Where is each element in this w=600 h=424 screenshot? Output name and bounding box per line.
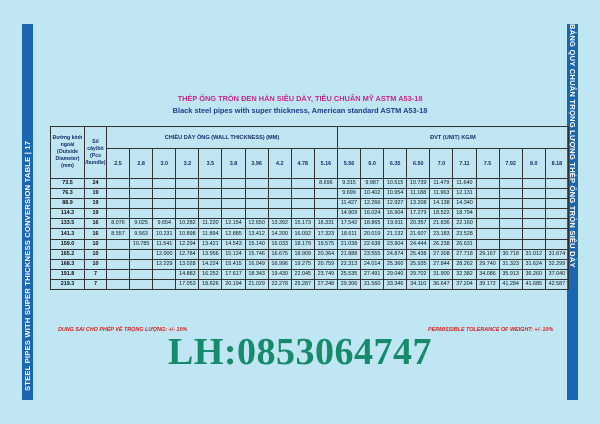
weight-cell: 9.699 xyxy=(337,189,360,199)
weight-cell: 12.266 xyxy=(361,199,384,209)
weight-cell xyxy=(522,199,545,209)
weight-cell: 9.987 xyxy=(361,179,384,189)
od-cell: 141.3 xyxy=(51,229,85,239)
od-cell: 114.3 xyxy=(51,209,85,219)
pcs-cell: 7 xyxy=(85,269,107,279)
weight-cell xyxy=(291,199,314,209)
weight-cell xyxy=(476,179,499,189)
weight-cell: 18.179 xyxy=(291,239,314,249)
thickness-cell: 2.8 xyxy=(130,149,153,179)
thickness-cell: 8.18 xyxy=(545,149,568,179)
thickness-cell: 5.56 xyxy=(337,149,360,179)
weight-cell: 12.885 xyxy=(222,229,245,239)
weight-cell: 15.173 xyxy=(291,219,314,229)
weight-cell: 28.262 xyxy=(453,259,476,269)
weight-cell xyxy=(499,229,522,239)
thickness-cell: 3.8 xyxy=(222,149,245,179)
weight-cell: 27.718 xyxy=(453,249,476,259)
weight-cell xyxy=(153,179,176,189)
weight-cell: 21.836 xyxy=(430,219,453,229)
weight-cell xyxy=(107,179,130,189)
weight-cell: 31.624 xyxy=(522,259,545,269)
weight-cell: 27.844 xyxy=(430,259,453,269)
weight-cell: 12.154 xyxy=(222,219,245,229)
weight-cell: 13.028 xyxy=(176,259,199,269)
weight-cell: 19.430 xyxy=(268,269,291,279)
od-cell: 76.3 xyxy=(51,189,85,199)
weight-cell xyxy=(153,189,176,199)
thickness-cell: 3.0 xyxy=(153,149,176,179)
weight-cell xyxy=(153,279,176,289)
weight-cell: 13.208 xyxy=(407,199,430,209)
weight-cell: 19.575 xyxy=(314,239,337,249)
weight-cell: 11.541 xyxy=(153,239,176,249)
weight-cell: 22.045 xyxy=(291,269,314,279)
weight-cell xyxy=(107,259,130,269)
weight-cell: 15.746 xyxy=(245,249,268,259)
weight-cell: 33.346 xyxy=(384,279,407,289)
pcs-cell: 10 xyxy=(85,259,107,269)
weight-cell: 13.956 xyxy=(199,249,222,259)
weight-cell: 34.086 xyxy=(476,269,499,279)
weight-cell: 24.014 xyxy=(361,259,384,269)
weight-cell: 22.278 xyxy=(268,279,291,289)
weight-cell: 37.040 xyxy=(545,269,568,279)
weight-cell xyxy=(222,209,245,219)
table-row xyxy=(51,179,569,189)
weight-cell: 29.167 xyxy=(476,249,499,259)
weight-cell xyxy=(176,209,199,219)
weight-cell: 31.560 xyxy=(361,279,384,289)
right-side-title: BẢNG QUY CHUẨN TRỌNG LƯỢNG THÉP ỐNG TRÒN SIÊU DÀY xyxy=(568,24,577,268)
weight-cell: 27.491 xyxy=(361,269,384,279)
weight-cell xyxy=(522,189,545,199)
weight-cell: 31.012 xyxy=(522,249,545,259)
weight-cell: 14.138 xyxy=(430,199,453,209)
thickness-row xyxy=(51,149,569,179)
weight-cell: 32.382 xyxy=(453,269,476,279)
weight-cell xyxy=(245,199,268,209)
weight-cell: 10.282 xyxy=(176,219,199,229)
thickness-cell: 7.11 xyxy=(453,149,476,179)
weight-cell: 24.874 xyxy=(384,249,407,259)
weight-cell: 29.306 xyxy=(337,279,360,289)
weight-cell: 25.438 xyxy=(407,249,430,259)
weight-cell xyxy=(476,189,499,199)
weight-cell xyxy=(291,179,314,189)
weight-cell: 27.248 xyxy=(314,279,337,289)
weight-cell: 41.284 xyxy=(499,279,522,289)
weight-cell: 15.140 xyxy=(245,239,268,249)
weight-cell: 27.308 xyxy=(430,249,453,259)
od-cell: 191.8 xyxy=(51,269,85,279)
weight-cell: 25.360 xyxy=(384,259,407,269)
weight-cell: 23.528 xyxy=(453,229,476,239)
weight-cell: 11.640 xyxy=(453,179,476,189)
weight-cell xyxy=(291,189,314,199)
thickness-cell: 7.5 xyxy=(476,149,499,179)
weight-cell xyxy=(199,199,222,209)
od-cell: 133.5 xyxy=(51,219,85,229)
thickness-cell: 5.16 xyxy=(314,149,337,179)
weight-cell xyxy=(153,199,176,209)
tolerance-vietnamese: DUNG SAI CHO PHÉP VỀ TRỌNG LƯỢNG: +/- 10% xyxy=(58,327,188,333)
weight-cell xyxy=(268,189,291,199)
weight-cell: 16.996 xyxy=(268,259,291,269)
weight-cell: 29.702 xyxy=(407,269,430,279)
table-body xyxy=(51,179,569,290)
weight-cell: 12.294 xyxy=(176,239,199,249)
weight-cell: 16.092 xyxy=(291,229,314,239)
weight-cell xyxy=(107,239,130,249)
weight-cell xyxy=(107,249,130,259)
weight-cell: 8.557 xyxy=(107,229,130,239)
weight-cell: 21.132 xyxy=(384,229,407,239)
weight-cell: 13.392 xyxy=(268,219,291,229)
weight-cell xyxy=(222,189,245,199)
weight-cell xyxy=(130,249,153,259)
weight-cell xyxy=(199,179,222,189)
weight-cell: 29.740 xyxy=(476,259,499,269)
weight-cell xyxy=(130,179,153,189)
thickness-cell: 3.5 xyxy=(199,149,222,179)
weight-cell: 22.160 xyxy=(453,219,476,229)
weight-cell: 35.913 xyxy=(499,269,522,279)
weight-cell xyxy=(499,209,522,219)
tolerance-english: PERMISSIBLE TOLERANCE OF WEIGHT: +/- 10% xyxy=(428,327,554,333)
weight-cell xyxy=(130,189,153,199)
od-cell: 168.3 xyxy=(51,259,85,269)
pcs-cell: 16 xyxy=(85,229,107,239)
weight-cell xyxy=(545,179,568,189)
weight-cell: 42.587 xyxy=(545,279,568,289)
thickness-cell: 6.35 xyxy=(384,149,407,179)
thickness-cell: 7.92 xyxy=(499,149,522,179)
weight-cell: 12.000 xyxy=(153,249,176,259)
weight-cell: 10.231 xyxy=(153,229,176,239)
weight-cell: 14.224 xyxy=(199,259,222,269)
weight-cell xyxy=(499,199,522,209)
thickness-cell: 3.2 xyxy=(176,149,199,179)
weight-cell: 9.563 xyxy=(130,229,153,239)
weight-cell: 18.626 xyxy=(199,279,222,289)
weight-cell xyxy=(199,189,222,199)
weight-cell xyxy=(314,199,337,209)
weight-cell: 21.029 xyxy=(245,279,268,289)
weight-cell xyxy=(499,189,522,199)
weight-cell xyxy=(522,239,545,249)
weight-cell: 12.784 xyxy=(176,249,199,259)
weight-cell xyxy=(476,219,499,229)
weight-cell: 9.654 xyxy=(153,219,176,229)
weight-cell: 11.479 xyxy=(430,179,453,189)
weight-cell: 14.340 xyxy=(453,199,476,209)
table-row xyxy=(51,229,569,239)
contact-phone: LH:0853064747 xyxy=(167,331,433,373)
weight-cell: 21.607 xyxy=(407,229,430,239)
pcs-cell: 19 xyxy=(85,199,107,209)
weight-cell xyxy=(153,269,176,279)
weight-cell: 15.415 xyxy=(222,259,245,269)
weight-cell xyxy=(130,199,153,209)
weight-cell: 14.200 xyxy=(268,229,291,239)
weight-cell: 18.611 xyxy=(337,229,360,239)
pcs-cell: 19 xyxy=(85,189,107,199)
weight-cell xyxy=(476,239,499,249)
weight-cell: 14.543 xyxy=(222,239,245,249)
weight-cell: 17.323 xyxy=(314,229,337,239)
weight-cell: 10.785 xyxy=(130,239,153,249)
thickness-header: CHIỀU DÀY ỐNG (WALL THICKNESS) (MM) xyxy=(107,127,338,149)
weight-cell: 20.364 xyxy=(314,249,337,259)
weight-cell xyxy=(130,209,153,219)
weight-cell: 34.110 xyxy=(407,279,430,289)
pcs-header: Số cây/bó (Pcs /bundle) xyxy=(85,127,107,179)
weight-cell xyxy=(130,259,153,269)
weight-cell xyxy=(268,179,291,189)
weight-cell: 18.865 xyxy=(361,219,384,229)
pcs-cell: 16 xyxy=(85,219,107,229)
od-cell: 165.2 xyxy=(51,249,85,259)
weight-cell: 9.315 xyxy=(337,179,360,189)
title-vietnamese: THÉP ỐNG TRÒN ĐEN HÀN SIÊU DÀY, TIÊU CHUẨN MỸ ASTM A53-18 xyxy=(177,94,423,103)
weight-cell: 30.718 xyxy=(499,249,522,259)
weight-table xyxy=(50,126,569,290)
table-row xyxy=(51,219,569,229)
weight-cell xyxy=(245,179,268,189)
weight-cell: 14.909 xyxy=(337,209,360,219)
weight-cell xyxy=(130,279,153,289)
weight-cell: 21.038 xyxy=(337,239,360,249)
weight-cell: 37.204 xyxy=(453,279,476,289)
weight-cell: 12.650 xyxy=(245,219,268,229)
weight-cell: 16.675 xyxy=(268,249,291,259)
od-cell: 219.3 xyxy=(51,279,85,289)
od-cell: 73.5 xyxy=(51,179,85,189)
weight-cell xyxy=(545,209,568,219)
table-row xyxy=(51,239,569,249)
weight-cell xyxy=(176,199,199,209)
weight-cell xyxy=(545,189,568,199)
weight-cell xyxy=(245,209,268,219)
thickness-cell: 4.78 xyxy=(291,149,314,179)
weight-cell xyxy=(107,189,130,199)
weight-cell: 18.522 xyxy=(430,209,453,219)
weight-cell xyxy=(176,179,199,189)
weight-cell xyxy=(522,219,545,229)
unit-header: ĐVT (UNIT) KG/M xyxy=(337,127,568,149)
weight-cell: 23.555 xyxy=(361,249,384,259)
weight-cell xyxy=(153,209,176,219)
weight-cell: 12.131 xyxy=(453,189,476,199)
weight-cell xyxy=(291,209,314,219)
weight-cell xyxy=(268,199,291,209)
weight-cell: 22.313 xyxy=(337,259,360,269)
table-row xyxy=(51,279,569,289)
weight-cell: 11.188 xyxy=(407,189,430,199)
weight-cell: 25.535 xyxy=(337,269,360,279)
weight-cell: 39.172 xyxy=(476,279,499,289)
weight-cell: 23.904 xyxy=(384,239,407,249)
weight-cell xyxy=(499,219,522,229)
weight-cell: 11.894 xyxy=(199,229,222,239)
thickness-cell: 8.0 xyxy=(522,149,545,179)
pcs-cell: 19 xyxy=(85,209,107,219)
weight-cell: 12.927 xyxy=(384,199,407,209)
weight-cell xyxy=(268,209,291,219)
weight-cell: 17.617 xyxy=(222,269,245,279)
pcs-cell: 10 xyxy=(85,249,107,259)
weight-cell: 36.647 xyxy=(430,279,453,289)
weight-cell: 14.883 xyxy=(176,269,199,279)
weight-cell xyxy=(476,209,499,219)
weight-cell: 31.900 xyxy=(430,269,453,279)
weight-cell: 16.252 xyxy=(199,269,222,279)
weight-cell: 13.412 xyxy=(245,229,268,239)
thickness-cell: 4.2 xyxy=(268,149,291,179)
weight-cell: 18.794 xyxy=(453,209,476,219)
weight-cell: 26.238 xyxy=(430,239,453,249)
weight-cell xyxy=(476,199,499,209)
weight-cell: 11.963 xyxy=(430,189,453,199)
weight-cell: 18.343 xyxy=(245,269,268,279)
weight-cell: 8.076 xyxy=(107,219,130,229)
weight-cell xyxy=(545,239,568,249)
weight-cell xyxy=(107,199,130,209)
weight-cell xyxy=(522,209,545,219)
weight-cell xyxy=(499,179,522,189)
weight-cell: 29.040 xyxy=(384,269,407,279)
weight-cell xyxy=(176,189,199,199)
thickness-cell: 3.96 xyxy=(245,149,268,179)
od-cell: 159.0 xyxy=(51,239,85,249)
weight-cell: 36.260 xyxy=(522,269,545,279)
weight-cell: 23.183 xyxy=(430,229,453,239)
weight-cell: 26.631 xyxy=(453,239,476,249)
weight-cell: 24.444 xyxy=(407,239,430,249)
weight-cell xyxy=(499,239,522,249)
weight-cell xyxy=(222,199,245,209)
title-english: Black steel pipes with super thickness, American standard ASTM A53-18 xyxy=(172,106,428,115)
weight-cell: 41.685 xyxy=(522,279,545,289)
weight-cell: 10.402 xyxy=(361,189,384,199)
weight-cell: 20.019 xyxy=(361,229,384,239)
table-row xyxy=(51,269,569,279)
weight-cell: 15.124 xyxy=(222,249,245,259)
weight-cell: 20.357 xyxy=(407,219,430,229)
weight-cell: 9.025 xyxy=(130,219,153,229)
weight-cell: 16.033 xyxy=(268,239,291,249)
table-row xyxy=(51,209,569,219)
weight-cell xyxy=(245,189,268,199)
weight-cell: 25.287 xyxy=(291,279,314,289)
pcs-cell: 24 xyxy=(85,179,107,189)
weight-cell: 16.331 xyxy=(314,219,337,229)
table-row xyxy=(51,189,569,199)
table-row xyxy=(51,199,569,209)
weight-cell xyxy=(314,209,337,219)
weight-cell xyxy=(107,269,130,279)
weight-cell: 11.220 xyxy=(199,219,222,229)
weight-cell: 31.674 xyxy=(545,249,568,259)
weight-cell: 10.898 xyxy=(176,229,199,239)
weight-cell xyxy=(199,209,222,219)
weight-cell xyxy=(545,199,568,209)
weight-cell: 10.954 xyxy=(384,189,407,199)
thickness-cell: 2.5 xyxy=(107,149,130,179)
pcs-cell: 7 xyxy=(85,279,107,289)
weight-cell: 22.638 xyxy=(361,239,384,249)
weight-cell: 31.323 xyxy=(499,259,522,269)
weight-cell: 16.024 xyxy=(361,209,384,219)
thickness-cell: 6.0 xyxy=(361,149,384,179)
thickness-cell: 7.0 xyxy=(430,149,453,179)
weight-cell: 10.515 xyxy=(384,179,407,189)
weight-cell: 17.053 xyxy=(176,279,199,289)
weight-cell: 10.739 xyxy=(407,179,430,189)
weight-cell: 11.427 xyxy=(337,199,360,209)
weight-cell: 21.888 xyxy=(337,249,360,259)
weight-cell xyxy=(314,189,337,199)
weight-cell: 16.049 xyxy=(245,259,268,269)
weight-cell xyxy=(522,229,545,239)
weight-cell xyxy=(107,279,130,289)
weight-cell: 23.749 xyxy=(314,269,337,279)
weight-cell: 17.542 xyxy=(337,219,360,229)
weight-cell: 19.275 xyxy=(291,259,314,269)
pcs-cell: 10 xyxy=(85,239,107,249)
weight-cell xyxy=(476,229,499,239)
weight-cell: 16.904 xyxy=(384,209,407,219)
table-row xyxy=(51,249,569,259)
weight-cell: 13.421 xyxy=(199,239,222,249)
weight-cell xyxy=(222,179,245,189)
od-cell: 88.9 xyxy=(51,199,85,209)
od-header: Đường kính ngoài (Outside Diameter) (mm) xyxy=(51,127,85,179)
weight-cell: 18.909 xyxy=(291,249,314,259)
thickness-cell: 6.50 xyxy=(407,149,430,179)
weight-cell: 17.279 xyxy=(407,209,430,219)
weight-cell: 12.229 xyxy=(153,259,176,269)
weight-cell: 19.911 xyxy=(384,219,407,229)
weight-cell xyxy=(522,179,545,189)
left-side-title: STEEL PIPES WITH SUPER THICKNESS CONVERSION TABLE | 17 xyxy=(23,140,32,391)
weight-cell: 32.299 xyxy=(545,259,568,269)
weight-cell: 20.194 xyxy=(222,279,245,289)
weight-cell xyxy=(130,269,153,279)
weight-cell: 8.696 xyxy=(314,179,337,189)
weight-cell: 20.759 xyxy=(314,259,337,269)
weight-cell: 25.935 xyxy=(407,259,430,269)
weight-cell xyxy=(107,209,130,219)
weight-cell xyxy=(545,229,568,239)
weight-cell xyxy=(545,219,568,229)
table-row xyxy=(51,259,569,269)
